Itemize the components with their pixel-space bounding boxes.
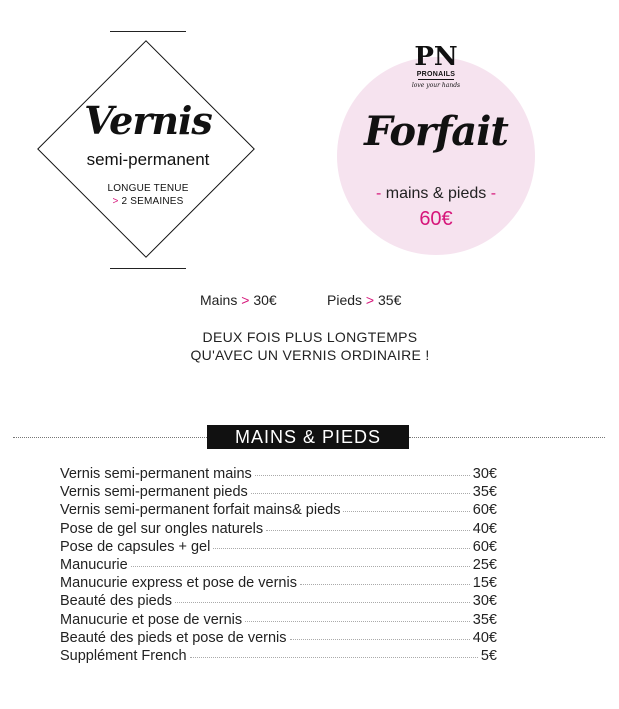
logo-rule [418,79,454,80]
list-item [60,575,497,593]
section-title: MAINS & PIEDS [207,425,409,449]
diamond-frame [37,40,255,258]
service-name: Manucurie et pose de vernis [60,611,243,628]
mains-label: Mains [200,292,238,308]
service-name: Beauté des pieds et pose de vernis [60,629,287,646]
vernis-title: Vernis [84,98,212,143]
service-price: 35€ [472,611,497,628]
pronails-logo: PN [414,42,458,72]
service-name: Manucurie [60,556,128,573]
dot-leader [131,566,470,567]
section-divider-left [13,437,207,438]
list-item [60,502,497,520]
dot-leader [190,657,478,658]
list-item [60,593,497,611]
dot-leader [300,584,470,585]
list-item [60,648,497,666]
info-line-2: QU'AVEC UN VERNIS ORDINAIRE ! [190,347,430,363]
service-price: 25€ [472,556,497,573]
bottom-rule [110,268,186,269]
service-name: Beauté des pieds [60,593,173,610]
list-item [60,557,497,575]
info-line-1: DEUX FOIS PLUS LONGTEMPS [202,329,418,345]
list-item [60,630,497,648]
service-price: 60€ [472,538,497,555]
dash-left: - [375,185,382,202]
arrow-icon: > [241,292,250,308]
service-price: 30€ [472,466,497,482]
dash-right: - [490,185,497,202]
list-item [60,484,497,502]
list-item [60,539,497,557]
vernis-duration-text: 2 SEMAINES [121,196,184,207]
service-name: Supplément French [60,647,187,664]
dot-leader [251,493,470,494]
list-item [60,521,497,539]
price-list [60,466,497,666]
dot-leader [213,548,469,549]
service-name: Manucurie express et pose de vernis [60,575,297,592]
forfait-title: Forfait [364,108,508,155]
service-price: 40€ [472,520,497,537]
dot-leader [290,639,470,640]
service-name: Pose de capsules + gel [60,538,211,555]
service-price: 35€ [472,484,497,501]
dot-leader [245,621,470,622]
pronails-logo-name: PRONAILS [416,71,456,78]
dot-leader [266,530,470,531]
vernis-duration-value [48,196,248,207]
service-price: 30€ [472,593,497,610]
dot-leader [255,475,470,476]
service-price: 60€ [472,502,497,519]
section-divider-right [409,437,605,438]
pieds-price: 35€ [378,292,402,308]
forfait-price: 60€ [419,208,453,230]
mains-price-line [200,292,277,308]
service-name: Vernis semi-permanent mains [60,466,252,482]
service-name: Pose de gel sur ongles naturels [60,520,264,537]
top-rule [110,31,186,32]
pieds-price-line [327,292,401,308]
dot-leader [175,602,470,603]
mains-price: 30€ [253,292,277,308]
service-price: 40€ [472,629,497,646]
forfait-subtitle [337,185,535,203]
arrow-icon: > [112,196,119,207]
vernis-subtitle: semi-permanent [86,150,210,169]
list-item [60,612,497,630]
vernis-duration-label: LONGUE TENUE [107,183,189,194]
forfait-subtitle-text: mains & pieds [385,185,487,202]
dot-leader [343,511,469,512]
arrow-icon: > [365,292,375,308]
service-price: 15€ [472,575,497,592]
list-item [60,466,497,484]
service-name: Vernis semi-permanent forfait mains& pieds [60,502,341,519]
service-price: 5€ [480,647,497,664]
pieds-label: Pieds [327,292,363,308]
service-name: Vernis semi-permanent pieds [60,484,248,501]
pronails-logo-tagline: love your hands [411,82,461,89]
